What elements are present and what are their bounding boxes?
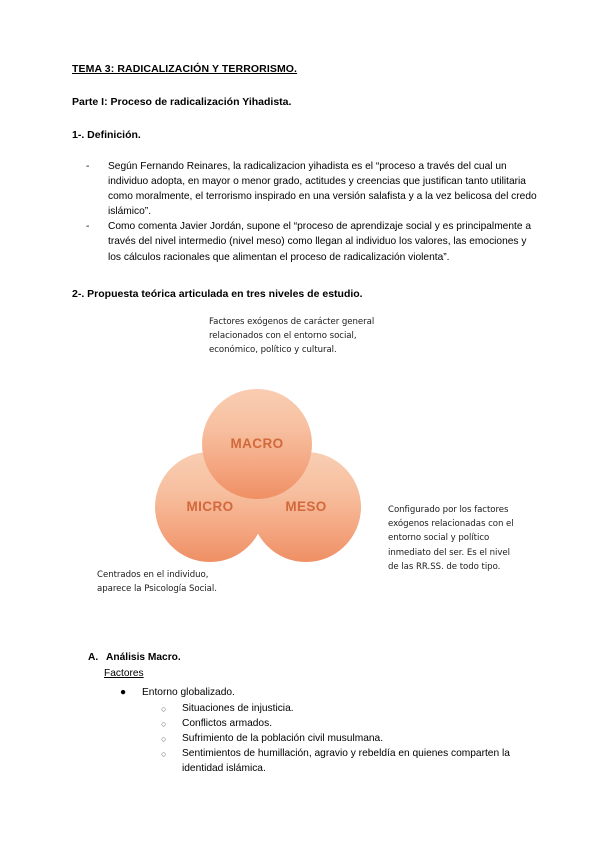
diagram-annotation-macro: Factores exógenos de carácter general relacionados con el entorno social, económico, político y cultural. [209, 317, 375, 356]
circle-bullet-icon: ○ [161, 734, 167, 745]
section-2-heading: 2-. Propuesta teórica articulada en tres niveles de estudio. [72, 288, 363, 300]
macro-factor-list [120, 685, 530, 700]
list-item-text: Sufrimiento de la población civil musulmana. [182, 733, 384, 745]
definition-list [86, 159, 538, 265]
macro-section-subheading: Factores [104, 668, 144, 679]
diagram-annotation-micro: Centrados en el individuo, aparece la Psicología Social. [97, 570, 217, 595]
list-item [160, 731, 532, 746]
macro-factor-sublist [160, 701, 532, 776]
part-heading: Parte I: Proceso de radicalización Yihadista. [72, 96, 292, 108]
list-item [120, 685, 530, 700]
diagram-circle-micro-label: MICRO [186, 498, 234, 514]
list-item-text: Entorno globalizado. [142, 687, 235, 698]
macro-section-letter: A. [88, 652, 99, 663]
diagram-circle-macro [202, 389, 312, 499]
list-item-text: Sentimientos de humillación, agravio y rebeldía en quienes comparten la identidad islámica. [182, 748, 510, 775]
diagram-annotation-meso: Configurado por los factores exógenos relacionadas con el entorno social y político inmediato del ser. Es el nivel de las RR.SS. de todo tipo. [388, 505, 514, 572]
dash-bullet-icon: - [86, 221, 90, 233]
circle-bullet-icon: ○ [161, 749, 167, 760]
list-item-text: Situaciones de injusticia. [182, 703, 294, 714]
list-item [160, 746, 532, 776]
diagram-circle-meso [251, 452, 361, 562]
list-item-text: Conflictos armados. [182, 718, 273, 730]
circle-bullet-icon: ○ [161, 704, 167, 714]
page-title: TEMA 3: RADICALIZACIÓN Y TERRORISMO. [72, 63, 298, 75]
dash-bullet-icon: - [86, 161, 90, 172]
macro-section-heading [88, 652, 181, 663]
macro-section-title: Análisis Macro. [106, 652, 181, 663]
circle-bullet-icon: ○ [161, 719, 167, 730]
diagram-circle-micro [155, 452, 265, 562]
diagram-circle-meso-label: MESO [285, 498, 327, 514]
list-item [86, 219, 538, 264]
diagram-circle-macro-label: MACRO [230, 435, 284, 451]
list-item [160, 701, 532, 716]
list-item-text: Según Fernando Reinares, la radicalizacion yihadista es el “proceso a través del cual un individuo adopta, en mayor o menor grado, actitudes y creencias que justifican tanto utilitaria como moralmente, el terrorismo inspirado en una versión salafista y a la vez belicosa del credo islámico”. [108, 161, 537, 218]
section-1-heading: 1-. Definición. [72, 129, 141, 141]
list-item-text: Como comenta Javier Jordán, supone el “proceso de aprendizaje social y es principalmente a través del nivel intermedio (nivel meso) como llegan al individuo los valores, las emociones y los cálculos racionales que alimentan el proceso de radicalización violenta”. [108, 221, 532, 263]
disc-bullet-icon: ● [120, 687, 127, 698]
list-item [86, 159, 538, 219]
list-item [160, 716, 532, 731]
